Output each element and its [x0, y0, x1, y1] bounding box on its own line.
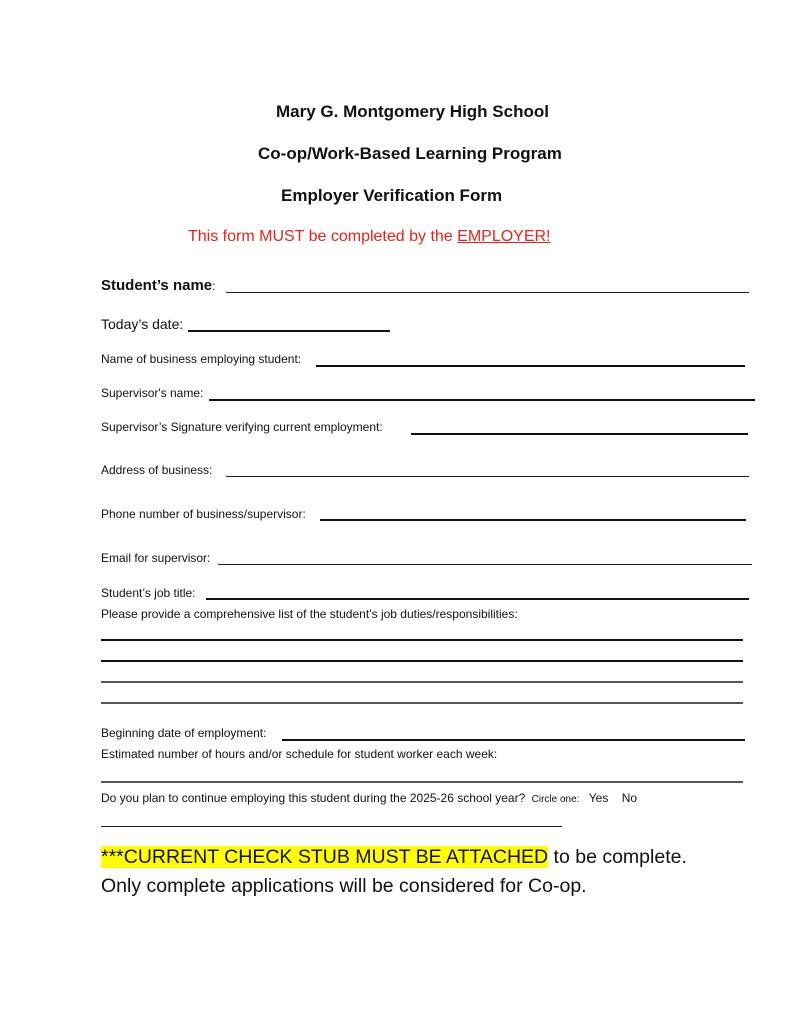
job-title-field[interactable]: [206, 598, 749, 600]
student-name-field[interactable]: [226, 292, 749, 293]
job-title-label: Student’s job title:: [101, 586, 196, 600]
business-name-field[interactable]: [316, 365, 745, 367]
yes-option[interactable]: Yes: [588, 791, 609, 805]
student-name-label-text: Student’s name: [101, 277, 213, 294]
email-field[interactable]: [218, 564, 752, 565]
student-name-colon: :: [212, 279, 216, 293]
duties-prompt: Please provide a comprehensive list of the student’s job duties/responsibilities:: [101, 607, 518, 621]
phone-field[interactable]: [320, 519, 746, 521]
continue-question: [101, 791, 637, 805]
duties-line[interactable]: [101, 681, 743, 683]
no-option[interactable]: No: [621, 791, 638, 805]
continue-answer-line[interactable]: [101, 826, 562, 827]
check-stub-notice: [101, 846, 687, 869]
supervisor-signature-field[interactable]: [411, 433, 748, 435]
hours-field[interactable]: [101, 781, 743, 783]
program-name: Co-op/Work-Based Learning Program: [258, 144, 562, 163]
form-title: Employer Verification Form: [281, 186, 503, 205]
supervisor-name-field[interactable]: [209, 399, 755, 401]
email-label: Email for supervisor:: [101, 551, 211, 565]
employer-notice-emphasis: EMPLOYER!: [457, 228, 551, 245]
check-stub-rest: to be complete.: [548, 846, 687, 868]
begin-date-field[interactable]: [282, 739, 745, 741]
employer-notice-prefix: This form MUST be completed by the: [188, 228, 458, 245]
todays-date-field[interactable]: [188, 330, 390, 332]
phone-label: Phone number of business/supervisor:: [101, 507, 306, 521]
complete-applications-notice: Only complete applications will be considered for Co-op.: [101, 875, 587, 897]
begin-date-label: Beginning date of employment:: [101, 726, 267, 740]
duties-line[interactable]: [101, 702, 743, 704]
address-field[interactable]: [226, 476, 749, 477]
check-stub-highlight: ***CURRENT CHECK STUB MUST BE ATTACHED: [101, 846, 549, 868]
supervisor-signature-label: Supervisor’s Signature verifying current employment:: [101, 420, 383, 434]
circle-one-label: Circle one:: [531, 794, 580, 805]
employer-notice: [188, 228, 551, 246]
school-name: Mary G. Montgomery High School: [276, 102, 549, 121]
supervisor-name-label: Supervisor's name:: [101, 386, 204, 400]
business-name-label: Name of business employing student:: [101, 352, 302, 366]
hours-prompt: Estimated number of hours and/or schedule for student worker each week:: [101, 747, 498, 761]
duties-line[interactable]: [101, 639, 743, 641]
todays-date-label: Today’s date:: [101, 316, 184, 332]
duties-line[interactable]: [101, 660, 743, 662]
continue-question-text: Do you plan to continue employing this student during the 2025-26 school year?: [101, 791, 526, 805]
address-label: Address of business:: [101, 463, 213, 477]
student-name-label: [101, 277, 215, 294]
